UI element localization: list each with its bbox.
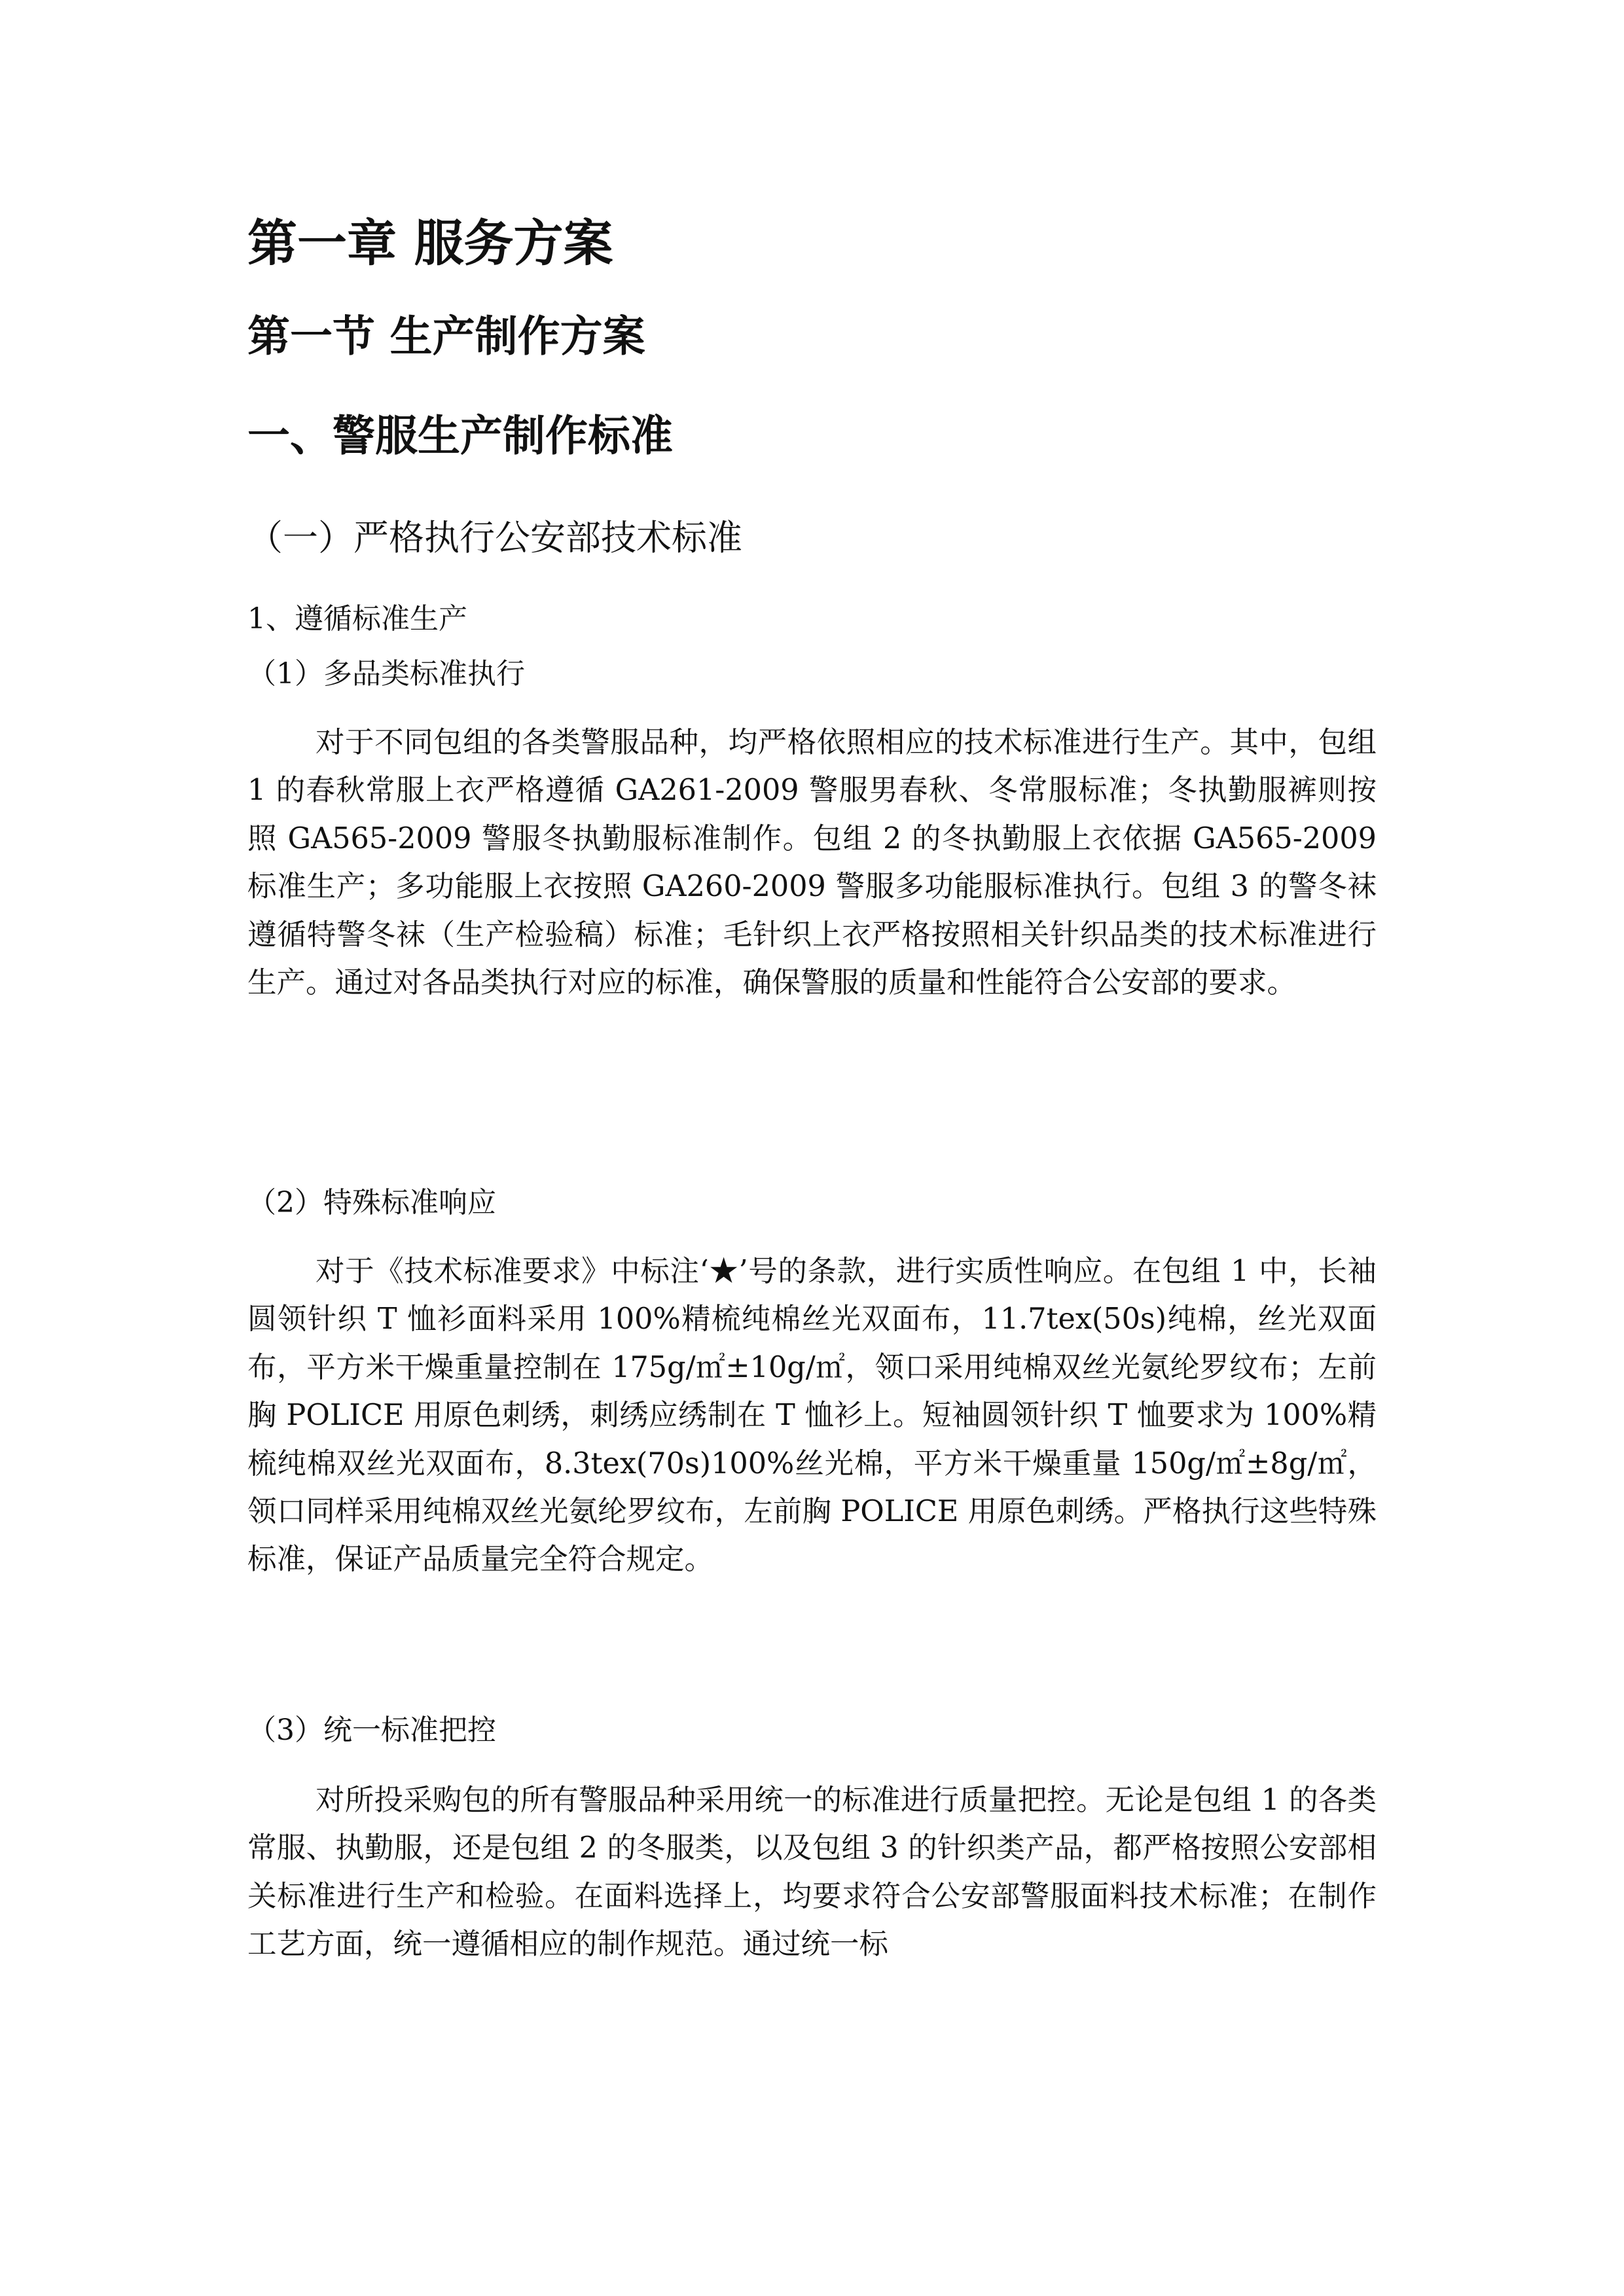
paragraph-3: 对所投采购包的所有警服品种采用统一的标准进行质量把控。无论是包组 1 的各类常服、执勤服，还是包组 2 的冬服类，以及包组 3 的针织类产品，都严格按照公安部相关标准进行生产和检验。在面料选择上，均要求符合公安部警服面料技术标准；在制作工艺方面，统一遵循相应的制作规范。通过统一标 [247,1784,1377,1962]
subsection-title: 一、警服生产制作标准 [247,412,674,461]
item-label-3: （3）统一标准把控 [247,1713,496,1747]
item-label-2: （2）特殊标准响应 [247,1186,496,1219]
subsubsection-title: （一）严格执行公安部技术标准 [247,517,742,558]
chapter-title: 第一章 服务方案 [247,214,613,272]
section-title: 第一节 生产制作方案 [247,312,645,361]
item-label-1: （1）多品类标准执行 [247,657,525,691]
paragraph-2: 对于《技术标准要求》中标注‘★’号的条款，进行实质性响应。在包组 1 中，长袖圆领针织 T 恤衫面料采用 100%精梳纯棉丝光双面布，11.7tex(50s)纯棉，丝光双面布，平方米干燥重量控制在 175g/㎡±10g/㎡，领口采用纯棉双丝光氨纶罗纹布；左前胸 POLICE 用原色刺绣，刺绣应绣制在 T 恤衫上。短袖圆领针织 T 恤要求为 100%精梳纯棉双丝光双面布，8.3tex(70s)100%丝光棉，平方米干燥重量 150g/㎡±8g/㎡，领口同样采用纯棉双丝光氨纶罗纹布，左前胸 POLICE 用原色刺绣。严格执行这些特殊标准，保证产品质量完全符合规定。 [247,1255,1377,1577]
paragraph-1: 对于不同包组的各类警服品种，均严格依照相应的技术标准进行生产。其中，包组 1 的春秋常服上衣严格遵循 GA261-2009 警服男春秋、冬常服标准；冬执勤服裤则按照 GA565-2009 警服冬执勤服标准制作。包组 2 的冬执勤服上衣依据 GA565-2009 标准生产；多功能服上衣按照 GA260-2009 警服多功能服标准执行。包组 3 的警冬袜遵循特警冬袜（生产检验稿）标准；毛针织上衣严格按照相关针织品类的技术标准进行生产。通过对各品类执行对应的标准，确保警服的质量和性能符合公安部的要求。 [247,726,1377,1000]
item-1-title: 1、遵循标准生产 [247,602,467,636]
